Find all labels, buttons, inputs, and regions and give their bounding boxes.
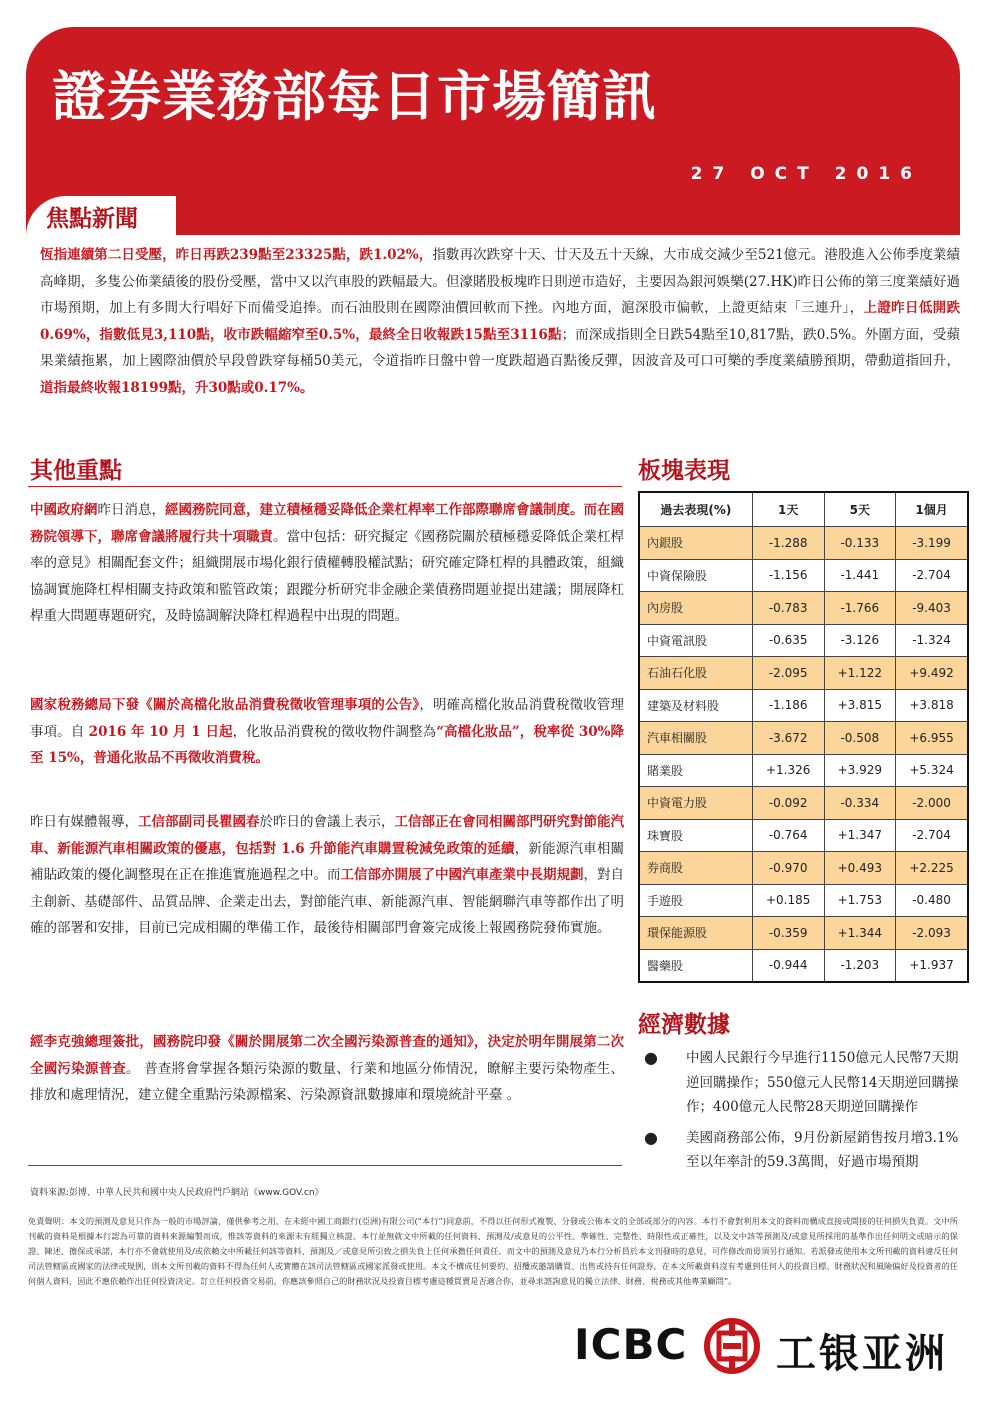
icbc-logo: [574, 1316, 962, 1380]
page-title: 證券業務部每日市場簡訊: [52, 65, 657, 128]
value-1d: -0.764: [752, 819, 824, 852]
body-text: ，化妝品消費稅的徵收物件調整為: [232, 723, 437, 740]
value-1d: -1.156: [752, 559, 824, 592]
econ-heading: 經濟數據: [638, 1012, 730, 1038]
econ-item-text: 美國商務部公佈，9月份新屋銷售按月增3.1%至以年率計的59.3萬間，好過市場預期: [686, 1129, 959, 1170]
table-row: [639, 917, 968, 950]
value-1m: -2.704: [896, 559, 968, 592]
value-5d: +1.753: [824, 884, 896, 917]
value-1d: -0.359: [752, 917, 824, 950]
highlight-text: 恆指連續第二日受壓，昨日再跌239點至23325點，跌1.02%，: [40, 247, 433, 263]
table-row: [639, 657, 968, 690]
list-item: [644, 1046, 960, 1120]
disclaimer: 免責聲明：本文的預測及意見只作為一般的市場評論，僅供參考之用，在未經中國工商銀行(亞洲)有限公司(“本行”)同意前，不得以任何形式複製、分發或公佈本文的全部或部分的內容。本行不會對利用本文的資料而構成直接或間接的任何損失負責。文中所刊載的資料是根據本行認為可靠的資料來源編製而成，惟該等資料的來源未有經獨立核證。本行並無就文中所載的任何資料、預測及/或意見的公平性、準確性、完整性、時限性或正確性，以及文中該等預測及/或意見所採用的基準作出任何明文或暗示的保證、陳述、擔保或承諾，本行亦不會就使用及/或依賴文中所載任何該等資料、預測及／或意見所引致之損失負上任何承擔任何責任。而文中的預測及意見乃本行分析員於本文刊發時的意見，可作修改而毋須另行通知。若派發或使用本文所刊載的資料違反任何司法管轄區或國家的法律或規例，則本文所刊載的資料不得為任何人或實體在該司法管轄區或國家派發或使用。本文不構成任何要約、招攬或邀請購買、出售或持有任何證券。在本文所載資料沒有考慮到任何人的投資目標、財務狀況和風險偏好及投資者的任何個人資料，因此不應依賴作出任何投資決定。訂立任何投資交易前，你應該參照自己的財務狀況及投資目標考慮這種買賣是否適合你，並尋求諮詢意見的獨立法律、財務、稅務或其他專業顧問”。: [28, 1216, 958, 1286]
table-row: [639, 754, 968, 787]
header-5d: 5天: [824, 492, 896, 527]
value-1d: -1.186: [752, 689, 824, 722]
sector-table-header: [639, 492, 968, 527]
table-row: [639, 819, 968, 852]
table-row: [639, 689, 968, 722]
econ-item-text: 中國人民銀行今早進行1150億元人民幣7天期逆回購操作；550億元人民幣14天期逆回購操作；400億元人民幣28天期逆回購操作: [686, 1050, 959, 1115]
body-text: ，新能源汽車相關補貼政策的優化調整現在正在推進實施過程之中。而: [30, 840, 625, 883]
sector-heading: 板塊表現: [638, 458, 730, 484]
focus-heading: 焦點新聞: [46, 206, 138, 232]
sector-table: [638, 491, 969, 983]
report-date: 27 OCT 2016: [690, 164, 922, 184]
sector-name: 珠寶股: [639, 819, 752, 852]
econ-list: [644, 1046, 960, 1181]
highlight-text: 工信部亦開展了中國汽車產業中長期規劃: [340, 867, 584, 883]
value-1m: +1.937: [896, 949, 968, 982]
body-text: 昨日有媒體報導，: [30, 814, 138, 830]
table-row: [639, 527, 968, 560]
sector-name: 內房股: [639, 592, 752, 625]
body-text: 指數再次跌穿十天、廿天及五十天線，大市成交減少至521億元。港股進入公佈季度業績高峰期，多隻公佈業績後的股份受壓，當中又以汽車股的跌幅最大。但濠賭股板塊昨日則逆市造好，主要因為銀河娛樂(27.HK)昨日公佈的第三度業績好過市場預期，加上有多間大行唱好下而備受追捧。而石油股則在國際油價回軟而下挫。內地方面，滬深股市偏軟，上證更結束「三連升」，: [40, 247, 960, 316]
table-row: [639, 722, 968, 755]
highlight-text: 工信部正在會同相關部門研究對節能汽車、新能源汽車相關政策的優惠，包括對 1.6 升節能汽車購置稅減免政策的延續: [30, 814, 624, 857]
value-1m: +2.225: [896, 852, 968, 885]
table-row: [639, 624, 968, 657]
body-text: ；而深成指則全日跌54點至10,817點，跌0.5%。外圍方面，受蘋果業績拖累，加上國際油價於早段曾跌穿每桶50美元，令道指昨日盤中曾一度跌超過百點後反彈，因波音及可口可樂的季度業績勝預期，帶動道指回升，: [40, 326, 960, 369]
value-1m: -9.403: [896, 592, 968, 625]
table-row: [639, 852, 968, 885]
value-1d: -3.672: [752, 722, 824, 755]
value-1d: +1.326: [752, 754, 824, 787]
highlight-text: 工信部副司長瞿國春: [138, 814, 260, 830]
table-row: [639, 787, 968, 820]
body-text: ，明確高檔化妝品消費稅徵收管理事項。自: [30, 697, 625, 740]
highlight-text: 國家稅務總局下發《關於高檔化妝品消費稅徵收管理事項的公告》: [30, 697, 420, 713]
value-1m: +3.818: [896, 689, 968, 722]
value-1d: -2.095: [752, 657, 824, 690]
value-5d: -1.441: [824, 559, 896, 592]
value-5d: -0.508: [824, 722, 896, 755]
value-1m: +5.324: [896, 754, 968, 787]
body-text: 。 普查將會掌握各類污染源的數量、行業和地區分佈情況，瞭解主要污染物產生、排放和處理情況，建立健全重點污染源檔案、污染源資訊數據庫和環境統計平臺 。: [30, 1060, 624, 1103]
value-1d: -1.288: [752, 527, 824, 560]
focus-paragraph: [40, 242, 960, 401]
body-text: 昨日消息，: [97, 502, 165, 518]
list-item: [644, 1126, 960, 1175]
sector-name: 賭業股: [639, 754, 752, 787]
value-5d: -0.334: [824, 787, 896, 820]
logo-text-en: ICBC: [574, 1320, 688, 1369]
header-period: 過去表現(%): [639, 492, 752, 527]
body-text: ，對自主創新、基礎部件、品質品牌、企業走出去，對節能汽車、新能源汽車、智能網聯汽車等都作出了明確的部署和安排，目前已完成相關的準備工作，最後待相關部門會簽完成後上報國務院發佈實施。: [30, 867, 624, 936]
table-row: [639, 949, 968, 982]
icbc-emblem-icon: [702, 1316, 762, 1376]
highlight-text: 道指最終收報18199點，升30點或0.17%。: [40, 379, 314, 396]
value-5d: -3.126: [824, 624, 896, 657]
sector-name: 手遊股: [639, 884, 752, 917]
sector-name: 石油石化股: [639, 657, 752, 690]
value-1m: -3.199: [896, 527, 968, 560]
highlight-text: 2016 年 10 月 1 日起: [88, 723, 233, 740]
sources-note: 資料來源:彭博、中華人民共和國中央人民政府門戶網站《www.GOV.cn》: [30, 1188, 324, 1198]
sector-name: 汽車相關股: [639, 722, 752, 755]
others-heading: 其他重點: [30, 458, 122, 484]
value-1m: -1.324: [896, 624, 968, 657]
value-1m: -2.000: [896, 787, 968, 820]
value-1d: -0.635: [752, 624, 824, 657]
table-row: [639, 592, 968, 625]
highlight-text: “高檔化妝品”，稅率從 30%降至 15%，普通化妝品不再徵收消費稅。: [30, 723, 625, 766]
value-5d: +0.493: [824, 852, 896, 885]
value-5d: +1.347: [824, 819, 896, 852]
others-paragraph-1: [30, 497, 624, 630]
body-text: 於昨日的會議上表示，: [259, 814, 395, 830]
header-1m: 1個月: [896, 492, 968, 527]
value-5d: +1.122: [824, 657, 896, 690]
value-5d: +3.815: [824, 689, 896, 722]
sector-name: 建築及材料股: [639, 689, 752, 722]
value-1m: -2.093: [896, 917, 968, 950]
others-bottom-rule: [28, 1165, 622, 1166]
value-1d: -0.970: [752, 852, 824, 885]
value-1d: -0.092: [752, 787, 824, 820]
sector-name: 環保能源股: [639, 917, 752, 950]
others-rule: [28, 486, 622, 487]
highlight-text: 經國務院同意，建立積極穩妥降低企業杠桿率工作部際聯席會議制度。而在國務院領導下，聯席會議將履行共十項職責: [30, 502, 624, 545]
sector-name: 醫藥股: [639, 949, 752, 982]
table-row: [639, 559, 968, 592]
highlight-text: 中國政府網: [30, 502, 98, 518]
value-1d: +0.185: [752, 884, 824, 917]
bullet-icon: ●: [644, 1048, 658, 1067]
sector-name: 中資電訊股: [639, 624, 752, 657]
value-5d: -1.203: [824, 949, 896, 982]
header-1d: 1天: [752, 492, 824, 527]
highlight-text: 上證昨日低開跌0.69%，指數低見3,110點，收市跌幅縮窄至0.5%，最終全日收報跌15點至3116點: [40, 300, 961, 343]
sector-name: 券商股: [639, 852, 752, 885]
value-5d: +1.344: [824, 917, 896, 950]
value-1d: -0.783: [752, 592, 824, 625]
value-1m: -2.704: [896, 819, 968, 852]
table-row: [639, 884, 968, 917]
sector-name: 中資保險股: [639, 559, 752, 592]
value-5d: +3.929: [824, 754, 896, 787]
value-1d: -0.944: [752, 949, 824, 982]
others-paragraph-2: [30, 692, 624, 772]
value-1m: +9.492: [896, 657, 968, 690]
highlight-text: 經李克強總理簽批，國務院印發《關於開展第二次全國污染源普查的通知》，決定於明年開展第二次全國污染源普查: [30, 1034, 624, 1077]
value-5d: -0.133: [824, 527, 896, 560]
sector-name: 內銀股: [639, 527, 752, 560]
bullet-icon: ●: [644, 1127, 658, 1147]
value-1m: +6.955: [896, 722, 968, 755]
others-paragraph-3: [30, 809, 624, 942]
body-text: 。當中包括：研究擬定《國務院關於積極穩妥降低企業杠桿率的意見》相關配套文件；組織開展市場化銀行債權轉股權試點；研究確定降杠桿的具體政策，組織協調實施降杠桿相關支持政策和監管政策；跟蹤分析研究非金融企業債務問題並提出建議；開展降杠桿重大問題專題研究，及時協調解決降杠桿過程中出現的問題。: [30, 528, 624, 624]
sector-name: 中資電力股: [639, 787, 752, 820]
logo-text-cn: 工银亚洲: [776, 1331, 948, 1377]
value-1m: -0.480: [896, 884, 968, 917]
value-5d: -1.766: [824, 592, 896, 625]
others-paragraph-4: [30, 1029, 624, 1109]
